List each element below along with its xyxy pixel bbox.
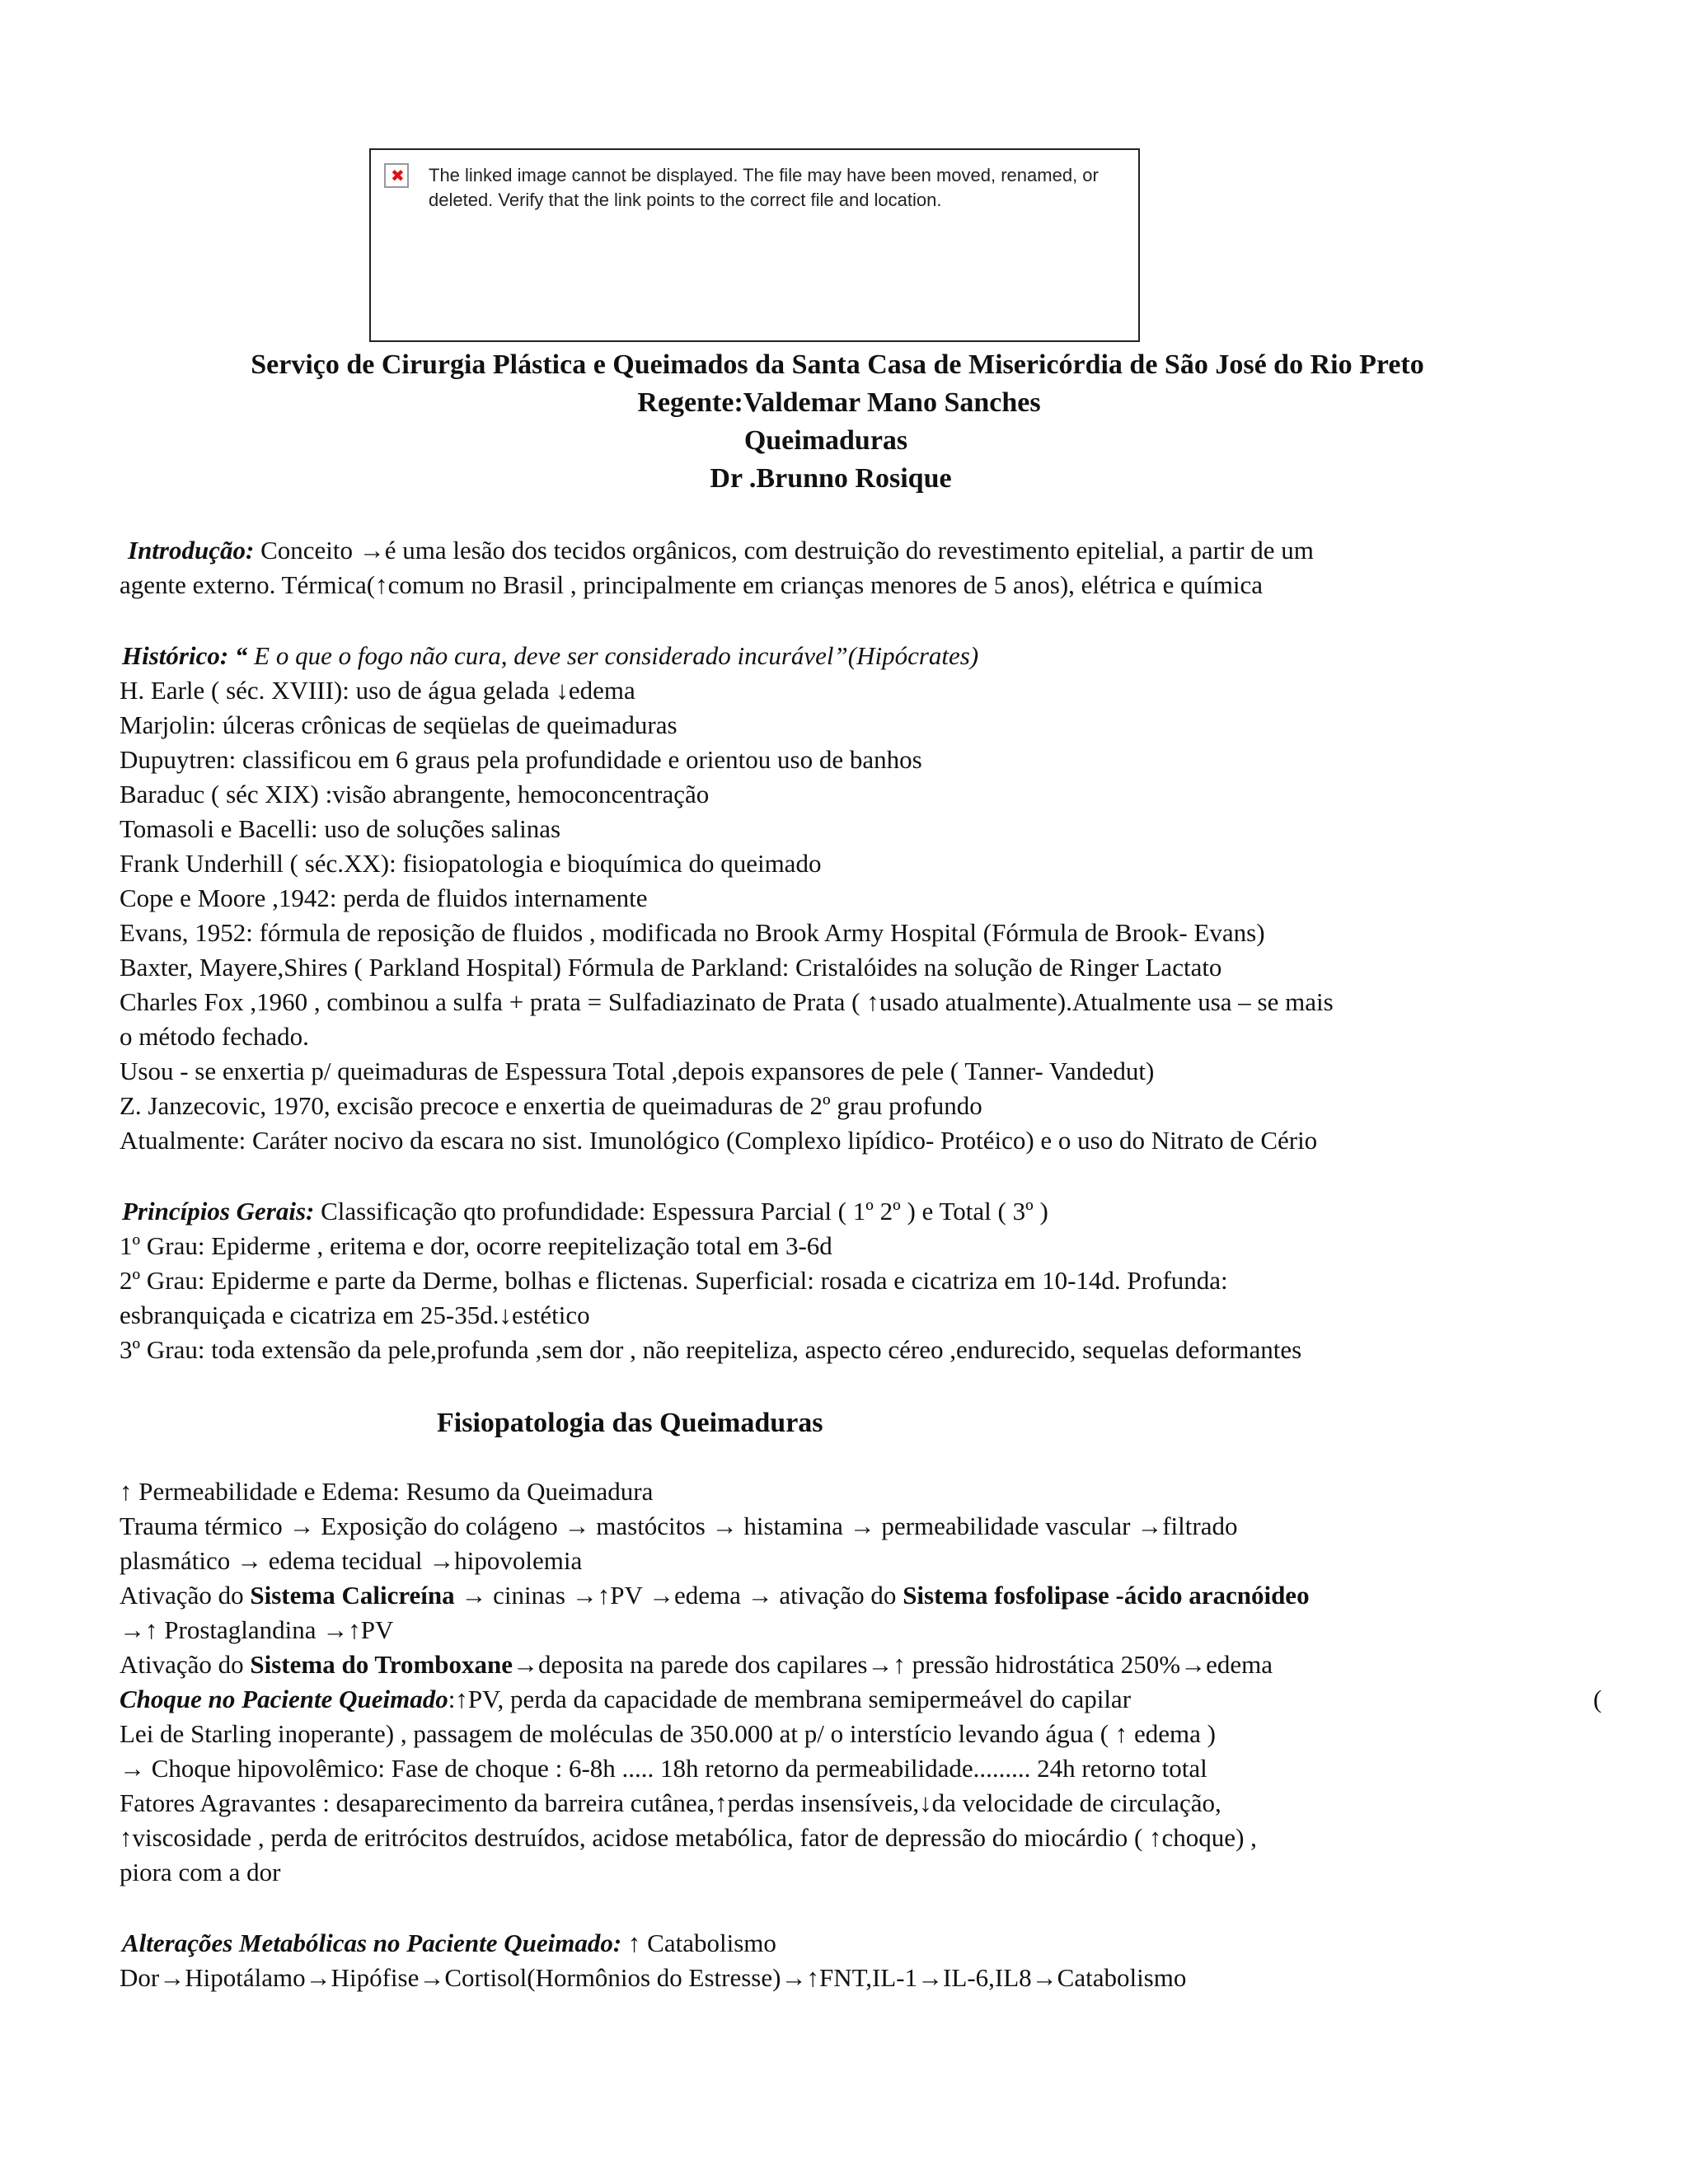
historico-item: Usou - se enxertia p/ queimaduras de Espessura Total ,depois expansores de pele ( Tanner- Vandedut) — [120, 1057, 1155, 1085]
historico-item: Frank Underhill ( séc.XX): fisiopatologia e bioquímica do queimado — [120, 849, 822, 878]
fisio-line — [120, 1579, 1310, 1612]
sistema-calicreina: Sistema Calicreína — [250, 1581, 455, 1610]
metabolicas-text: ↑ Catabolismo — [621, 1929, 776, 1957]
sistema-fosfolipase: Sistema fosfolipase -ácido aracnóideo — [903, 1581, 1310, 1610]
historico-item: H. Earle ( séc. XVIII): uso de água gelada ↓edema — [120, 676, 635, 705]
historico-item: Z. Janzecovic, 1970, excisão precoce e enxertia de queimaduras de 2º grau profundo — [120, 1091, 982, 1120]
fisio-text: Ativação do — [120, 1581, 251, 1610]
fisio-line: ↑viscosidade , perda de eritrócitos destruídos, acidose metabólica, fator de depressão do miocárdio ( ↑choque) , — [120, 1823, 1257, 1852]
sistema-tromboxane: Sistema do Tromboxane — [250, 1650, 513, 1679]
fisiopatologia-title: Fisiopatologia das Queimaduras — [437, 1408, 823, 1438]
principios-text: Classificação qto profundidade: Espessura Parcial ( 1º 2º ) e Total ( 3º ) — [314, 1197, 1048, 1226]
broken-image-message: The linked image cannot be displayed. The file may have been moved, renamed, or deleted. Verify that the link points to the correct file and location. — [429, 165, 1099, 210]
historico-quote: E o que o fogo não cura, deve ser considerado incurável”(Hipócrates) — [247, 641, 979, 670]
fisio-text: →deposita na parede dos capilares→↑ pressão hidrostática 250%→edema — [513, 1650, 1273, 1679]
historico-item: o método fechado. — [120, 1022, 309, 1051]
fisio-text: → cininas →↑PV →edema → ativação do — [454, 1581, 903, 1610]
fisio-line: →↑ Prostaglandina →↑PV — [120, 1615, 394, 1644]
historico-item: Tomasoli e Bacelli: uso de soluções salinas — [120, 814, 561, 843]
metabolicas-label: Alterações Metabólicas no Paciente Queimado: — [122, 1929, 622, 1957]
intro-text-1: Conceito →é uma lesão dos tecidos orgânicos, com destruição do revestimento epitelial, a partir de um — [254, 536, 1314, 565]
principios-line: 1º Grau: Epiderme , eritema e dor, ocorre reepitelização total em 3-6d — [120, 1231, 832, 1260]
principios-line: 2º Grau: Epiderme e parte da Derme, bolhas e flictenas. Superficial: rosada e cicatriza em 10-14d. Profunda: — [120, 1266, 1228, 1295]
header-institution: Serviço de Cirurgia Plástica e Queimados da Santa Casa de Misericórdia de São José do Rio Preto — [251, 349, 1424, 380]
principios-line: esbranquiçada e cicatriza em 25-35d.↓estético — [120, 1301, 590, 1329]
fisio-paren: ( — [1593, 1685, 1602, 1713]
principios-label: Princípios Gerais: — [122, 1197, 315, 1226]
historico-item: Baraduc ( séc XIX) :visão abrangente, hemoconcentração — [120, 780, 710, 808]
header-regent: Regente:Valdemar Mano Sanches — [637, 387, 1041, 418]
principios-line: 3º Grau: toda extensão da pele,profunda ,sem dor , não reepiteliza, aspecto céreo ,endurecido, sequelas deformantes — [120, 1335, 1302, 1364]
choque-label: Choque no Paciente Queimado — [120, 1685, 448, 1713]
intro-label: Introdução: — [128, 536, 255, 565]
fisio-line: plasmático → edema tecidual →hipovolemia — [120, 1546, 583, 1575]
fisio-line: piora com a dor — [120, 1858, 281, 1886]
historico-item: Baxter, Mayere,Shires ( Parkland Hospital) Fórmula de Parkland: Cristalóides na solução de Ringer Lactato — [120, 953, 1222, 982]
header-topic: Queimaduras — [743, 425, 908, 456]
historico-item: Cope e Moore ,1942: perda de fluidos internamente — [120, 883, 648, 912]
historico-heading — [122, 640, 978, 673]
fisio-line: Fatores Agravantes : desaparecimento da barreira cutânea,↑perdas insensíveis,↓da velocidade de circulação, — [120, 1788, 1221, 1817]
metabolicas-heading — [122, 1927, 776, 1960]
fisio-line — [120, 1683, 1131, 1716]
historico-item: Evans, 1952: fórmula de reposição de fluidos , modificada no Brook Army Hospital (Fórmula de Brook- Evans) — [120, 918, 1265, 947]
historico-item: Atualmente: Caráter nocivo da escara no sist. Imunológico (Complexo lipídico- Protéico) e o uso do Nitrato de Cério — [120, 1126, 1318, 1155]
fisio-text: Ativação do — [120, 1650, 251, 1679]
historico-label: Histórico: “ — [122, 641, 248, 670]
historico-item: Dupuytren: classificou em 6 graus pela profundidade e orientou uso de banhos — [120, 745, 922, 774]
fisio-line: Lei de Starling inoperante) , passagem de moléculas de 350.000 at p/ o interstício levando água ( ↑ edema ) — [120, 1719, 1216, 1748]
fisio-line: ↑ Permeabilidade e Edema: Resumo da Queimadura — [120, 1477, 654, 1506]
header-author: Dr .Brunno Rosique — [710, 463, 952, 494]
intro-line-1 — [128, 534, 1314, 567]
principios-heading — [122, 1195, 1048, 1228]
fisio-text: :↑PV, perda da capacidade de membrana semipermeável do capilar — [448, 1685, 1132, 1713]
broken-image-x-icon — [384, 163, 409, 188]
fisio-line: Trauma térmico → Exposição do colágeno → mastócitos → histamina → permeabilidade vascular →filtrado — [120, 1511, 1238, 1540]
historico-item: Charles Fox ,1960 , combinou a sulfa + prata = Sulfadiazinato de Prata ( ↑usado atualmente).Atualmente usa – se mais — [120, 987, 1334, 1016]
fisio-line: → Choque hipovolêmico: Fase de choque : 6-8h ..... 18h retorno da permeabilidade......... 24h retorno total — [120, 1754, 1207, 1783]
intro-line-2: agente externo. Térmica(↑comum no Brasil , principalmente em crianças menores de 5 anos), elétrica e química — [120, 570, 1263, 599]
broken-image-placeholder — [369, 148, 1140, 342]
fisio-line — [120, 1648, 1273, 1681]
historico-item: Marjolin: úlceras crônicas de seqüelas de queimaduras — [120, 710, 678, 739]
metabolicas-line: Dor→Hipotálamo→Hipófise→Cortisol(Hormônios do Estresse)→↑FNT,IL-1→IL-6,IL8→Catabolismo — [120, 1963, 1187, 1992]
